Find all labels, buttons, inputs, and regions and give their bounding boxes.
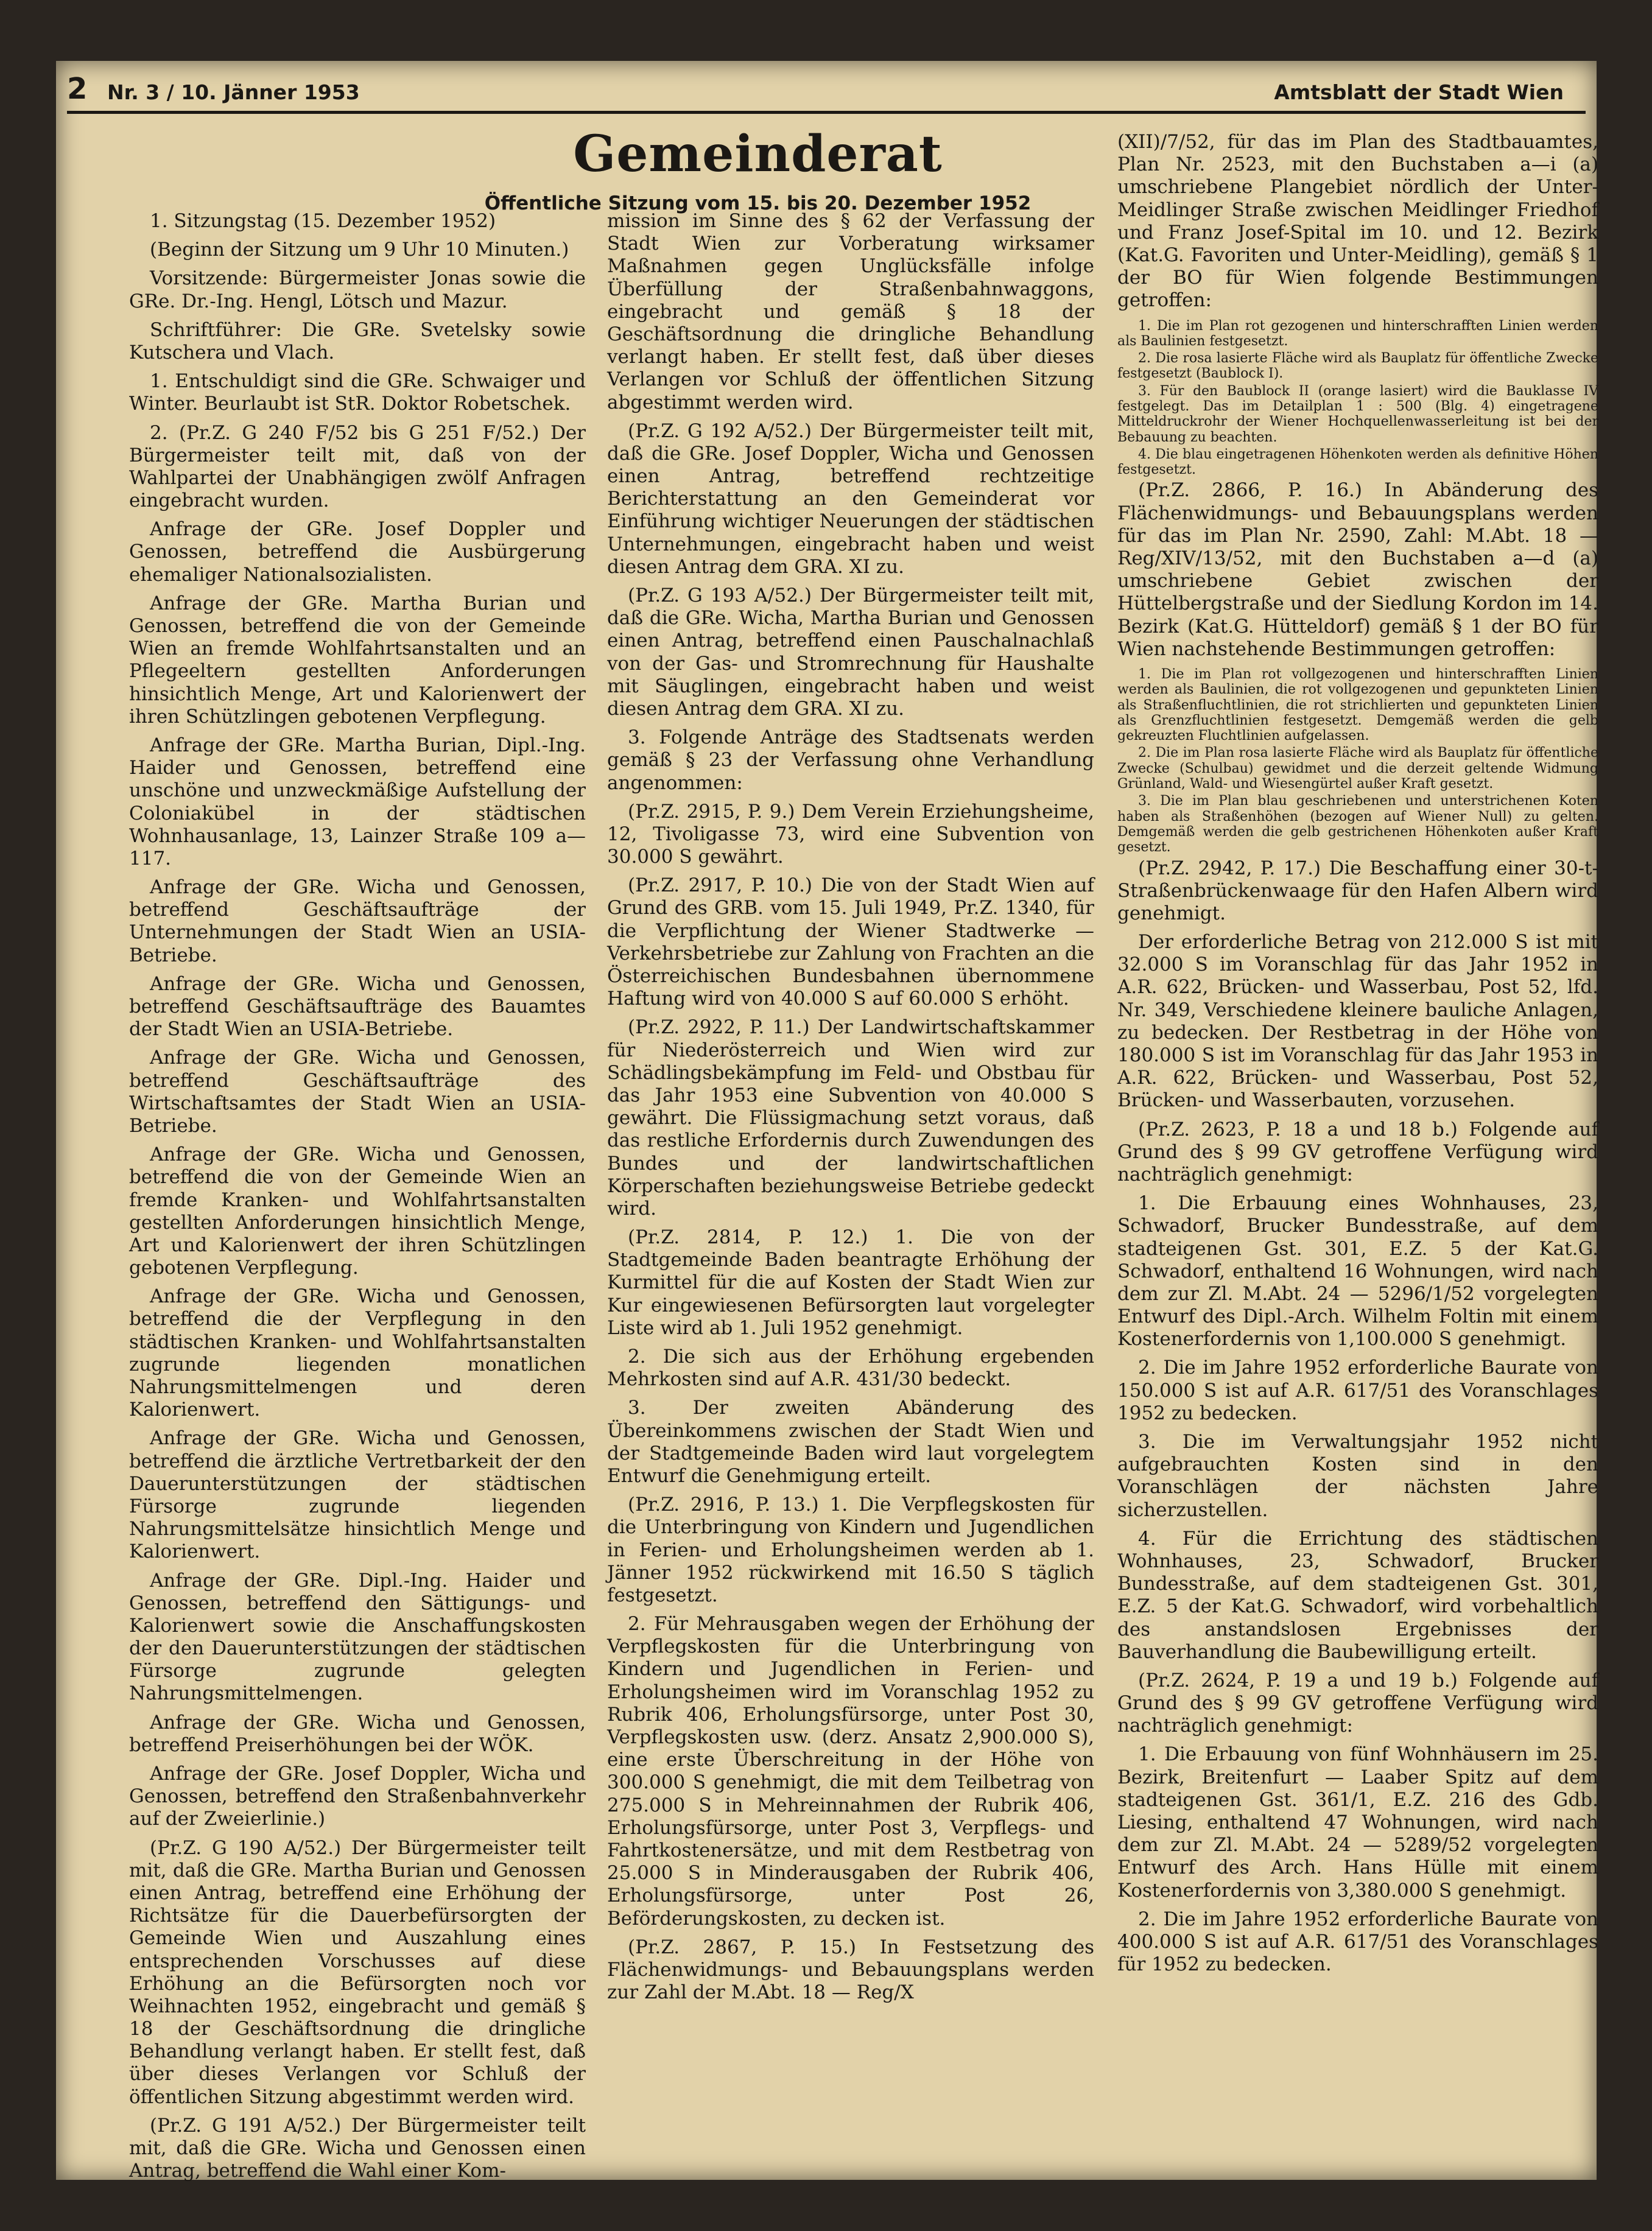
article-paragraph: (Pr.Z. 2623, P. 18 a und 18 b.) Folgende auf Grund des § 99 GV getroffene Verfügung wird nachträglich genehmigt: [1117, 1118, 1598, 1186]
article-paragraph: Anfrage der GRe. Martha Burian und Genossen, betreffend die von der Gemeinde Wien an fremde Wohlfahrtsanstalten und an Pflegeeltern gestellten Anforderungen hinsichtlich Menge, Art und Kalorienwert der ihren Schützlingen gebotenen Verpflegung. [129, 592, 586, 728]
section-title: Gemeinderat [573, 125, 943, 183]
article-paragraph: Der erforderliche Betrag von 212.000 S ist mit 32.000 S im Voranschlag für das Jahr 1952 in A.R. 622, Brücken- und Wasserbau, Post 52, lfd. Nr. 349, Verschiedene kleinere bauliche Anlagen, zu bedecken. Der Restbetrag in der Höhe von 180.000 S ist im Voranschlag für das Jahr 1953 in A.R. 622, Brücken- und Wasserbau, Post 52, Brücken- und Wasserbauten, vorzusehen. [1117, 931, 1598, 1112]
article-paragraph: 3. Die im Plan blau geschriebenen und unterstrichenen Koten haben als Straßenhöhen (bezogen auf Wiener Null) zu gelten. Demgemäß werden die gelb gestrichenen Höhenkoten außer Kraft gesetzt. [1117, 793, 1598, 856]
article-paragraph: Anfrage der GRe. Wicha und Genossen, betreffend Geschäftsaufträge des Bauamtes der Stadt Wien an USIA-Betriebe. [129, 972, 586, 1041]
article-paragraph: Anfrage der GRe. Josef Doppler und Genossen, betreffend die Ausbürgerung ehemaliger Nationalsozialisten. [129, 518, 586, 586]
article-paragraph: 4. Die blau eingetragenen Höhenkoten werden als definitive Höhen festgesetzt. [1117, 446, 1598, 478]
publication-name: Amtsblatt der Stadt Wien [1274, 80, 1564, 104]
article-paragraph: (Pr.Z. G 190 A/52.) Der Bürgermeister teilt mit, daß die GRe. Martha Burian und Genossen einen Antrag, betreffend eine Erhöhung der Richtsätze für die Dauerbefürsorgten der Gemeinde Wien und Auszahlung eines entsprechenden Vorschusses auf diese Erhöhung an die Befürsorgten noch vor Weihnachten 1952, eingebracht und gemäß § 18 der Geschäftsordnung die dringliche Behandlung verlangt haben. Er stellt fest, daß über dieses Verlangen vor Schluß der öffentlichen Sitzung abgestimmt werden wird. [129, 1836, 586, 2108]
article-paragraph: Anfrage der GRe. Wicha und Genossen, betreffend Geschäftsaufträge der Unternehmungen der Stadt Wien an USIA-Betriebe. [129, 876, 586, 966]
article-paragraph: (Pr.Z. 2917, P. 10.) Die von der Stadt Wien auf Grund des GRB. vom 15. Juli 1949, Pr.Z. 1340, für die Verpflichtung der Wiener Stadtwerke — Verkehrsbetriebe zur Zahlung von Frachten an die Österreichischen Bundesbahnen übernommene Haftung wird von 40.000 S auf 60.000 S erhöht. [607, 874, 1094, 1010]
page-number: 2 [67, 72, 88, 106]
article-paragraph: (Pr.Z. G 191 A/52.) Der Bürgermeister teilt mit, daß die GRe. Wicha und Genossen einen Antrag, betreffend die Wahl einer Kom- [129, 2114, 586, 2182]
article-paragraph: 3. Folgende Anträge des Stadtsenats werden gemäß § 23 der Verfassung ohne Verhandlung angenommen: [607, 726, 1094, 794]
page-header [67, 67, 1586, 110]
article-paragraph: Schriftführer: Die GRe. Svetelsky sowie Kutschera und Vlach. [129, 318, 586, 364]
issue-line: Nr. 3 / 10. Jänner 1953 [107, 80, 360, 104]
article-paragraph: (Pr.Z. 2814, P. 12.) 1. Die von der Stadtgemeinde Baden beantragte Erhöhung der Kurmittel für die auf Kosten der Stadt Wien zur Kur eingewiesenen Befürsorgten laut vorgelegter Liste wird ab 1. Juli 1952 genehmigt. [607, 1226, 1094, 1339]
article-paragraph: 2. Die im Plan rosa lasierte Fläche wird als Bauplatz für öffentliche Zwecke (Schulbau) gewidmet und die derzeit geltende Widmung Grünland, Wald- und Wiesengürtel außer Kraft gesetzt. [1117, 745, 1598, 792]
article-paragraph: (Pr.Z. G 193 A/52.) Der Bürgermeister teilt mit, daß die GRe. Wicha, Martha Burian und Genossen einen Antrag, betreffend einen Pauschalnachlaß von der Gas- und Stromrechnung für Haushalte mit Säuglingen, eingebracht haben und weist diesen Antrag dem GRA. XI zu. [607, 585, 1094, 720]
article-paragraph: 2. (Pr.Z. G 240 F/52 bis G 251 F/52.) Der Bürgermeister teilt mit, daß von der Wahlpartei der Unabhängigen zwölf Anfragen eingebracht wurden. [129, 421, 586, 512]
article-paragraph: 1. Die Erbauung eines Wohnhauses, 23, Schwadorf, Brucker Bundesstraße, auf dem stadteigenen Gst. 301, E.Z. 5 der Kat.G. Schwadorf, enthaltend 16 Wohnungen, wird nach dem zur Zl. M.Abt. 24 — 5296/1/52 vorgelegten Entwurf des Dipl.-Arch. Wilhelm Foltin mit einem Kostenerfordernis von 1,100.000 S genehmigt. [1117, 1192, 1598, 1351]
article-paragraph: Anfrage der GRe. Wicha und Genossen, betreffend die von der Gemeinde Wien an fremde Kranken- und Wohlfahrtsanstalten gestellten Anforderungen hinsichtlich Menge, Art und Kalorienwert der ihren Schützlingen gebotenen Verpflegung. [129, 1144, 586, 1279]
session-subtitle: Öffentliche Sitzung vom 15. bis 20. Dezember 1952 [484, 192, 1032, 215]
text-column-1 [129, 210, 586, 2188]
article-paragraph: (Beginn der Sitzung um 9 Uhr 10 Minuten.) [150, 239, 569, 261]
article-paragraph: 2. Die im Jahre 1952 erforderliche Baurate von 150.000 S ist auf A.R. 617/51 des Voranschlages 1952 zu bedecken. [1117, 1357, 1598, 1424]
article-paragraph: Anfrage der GRe. Wicha und Genossen, betreffend die ärztliche Vertretbarkeit der den Dauerunterstützungen der städtischen Fürsorge zugrunde liegenden Nahrungsmittelsätze hinsichtlich Menge und Kalorienwert. [129, 1427, 586, 1563]
article-paragraph: Anfrage der GRe. Wicha und Genossen, betreffend Geschäftsaufträge des Wirtschaftsamtes der Stadt Wien an USIA-Betriebe. [129, 1047, 586, 1137]
article-paragraph: Anfrage der GRe. Dipl.-Ing. Haider und Genossen, betreffend den Sättigungs- und Kalorienwert sowie die Anschaffungskosten der den Dauerunterstützungen der städtischen Fürsorge zugrunde gelegten Nahrungsmittelmengen. [129, 1569, 586, 1705]
section-masthead [397, 127, 1119, 214]
article-paragraph: 2. Die sich aus der Erhöhung ergebenden Mehrkosten sind auf A.R. 431/30 bedeckt. [607, 1346, 1094, 1391]
article-paragraph: (Pr.Z. 2624, P. 19 a und 19 b.) Folgende auf Grund des § 99 GV getroffene Verfügung wird nachträglich genehmigt: [1117, 1669, 1598, 1737]
article-paragraph: 3. Die im Verwaltungsjahr 1952 nicht aufgebrauchten Kosten sind in den Voranschlägen der nächsten Jahre sicherzustellen. [1117, 1431, 1598, 1521]
article-paragraph: 1. Sitzungstag (15. Dezember 1952) [150, 210, 496, 232]
article-paragraph: 1. Entschuldigt sind die GRe. Schwaiger und Winter. Beurlaubt ist StR. Doktor Robetschek. [129, 370, 586, 415]
text-column-2 [607, 210, 1094, 2010]
article-paragraph: 2. Die rosa lasierte Fläche wird als Bauplatz für öffentliche Zwecke festgesetzt (Baublock I). [1117, 351, 1598, 382]
article-paragraph: (Pr.Z. 2866, P. 16.) In Abänderung des Flächenwidmungs- und Bebauungsplans werden für das im Plan Nr. 2590, Zahl: M.Abt. 18 — Reg/XIV/13/52, mit den Buchstaben a—d (a) umschriebene Gebiet zwischen der Hüttelbergstraße und der Siedlung Kordon im 14. Bezirk (Kat.G. Hütteldorf) gemäß § 1 der BO für Wien nachstehende Bestimmungen getroffen: [1117, 479, 1598, 660]
article-paragraph: Anfrage der GRe. Wicha und Genossen, betreffend Preiserhöhungen bei der WÖK. [129, 1711, 586, 1756]
article-paragraph: 3. Der zweiten Abänderung des Übereinkommens zwischen der Stadt Wien und der Stadtgemeinde Baden wird laut vorgelegtem Entwurf die Genehmigung erteilt. [607, 1397, 1094, 1487]
newspaper-page [56, 61, 1597, 2180]
article-paragraph: (Pr.Z. G 192 A/52.) Der Bürgermeister teilt mit, daß die GRe. Josef Doppler, Wicha und Genossen einen Antrag, betreffend rechtzeitige Berichterstattung an den Gemeinderat vor Einführung wichtiger Neuerungen der städtischen Unternehmungen, eingebracht haben und weist diesen Antrag dem GRA. XI zu. [607, 420, 1094, 578]
article-paragraph: 1. Die im Plan rot gezogenen und hinterschrafften Linien werden als Baulinien festgesetzt. [1117, 318, 1598, 349]
article-paragraph: Anfrage der GRe. Wicha und Genossen, betreffend die der Verpflegung in den städtischen Kranken- und Wohlfahrtsanstalten zugrunde liegenden monatlichen Nahrungsmittelmengen und deren Kalorienwert. [129, 1285, 586, 1421]
article-paragraph: (Pr.Z. 2922, P. 11.) Der Landwirtschaftskammer für Niederösterreich und Wien wird zur Schädlingsbekämpfung im Feld- und Obstbau für das Jahr 1953 eine Subvention von 40.000 S gewährt. Die Flüssigmachung setzt voraus, daß das restliche Erfordernis durch Zuwendungen des Bundes und der landwirtschaftlichen Körperschaften beziehungsweise Betriebe gedeckt wird. [607, 1016, 1094, 1220]
article-paragraph: (XII)/7/52, für das im Plan des Stadtbauamtes, Plan Nr. 2523, mit den Buchstaben a—i (a) umschriebene Plangebiet nördlich der Unter-Meidlinger Straße zwischen Meidlinger Friedhof und Franz Josef-Spital im 10. und 12. Bezirk (Kat.G. Favoriten und Unter-Meidling), gemäß § 1 der BO für Wien folgende Bestimmungen getroffen: [1117, 131, 1598, 312]
article-paragraph: 4. Für die Errichtung des städtischen Wohnhauses, 23, Schwadorf, Brucker Bundesstraße, auf dem stadteigenen Gst. 301, E.Z. 5 der Kat.G. Schwadorf, wird vorbehaltlich des anstandslosen Ergebnisses der Bauverhandlung die Baubewilligung erteilt. [1117, 1527, 1598, 1663]
article-paragraph: mission im Sinne des § 62 der Verfassung der Stadt Wien zur Vorberatung wirksamer Maßnahmen gegen Unglücksfälle infolge Überfüllung der Straßenbahnwaggons, eingebracht und gemäß § 18 der Geschäftsordnung die dringliche Behandlung verlangt haben. Er stellt fest, daß über dieses Verlangen vor Schluß der öffentlichen Sitzung abgestimmt werden wird. [607, 210, 1094, 413]
article-paragraph: 3. Für den Baublock II (orange lasiert) wird die Bauklasse IV festgelegt. Das im Detailplan 1 : 500 (Blg. 4) eingetragene Mitteldruckrohr der Wiener Hochquellenwasserleitung ist bei der Bebauung zu beachten. [1117, 383, 1598, 445]
text-column-3 [1117, 131, 1598, 1982]
header-rule [67, 111, 1586, 114]
article-paragraph: (Pr.Z. 2867, P. 15.) In Festsetzung des Flächenwidmungs- und Bebauungsplans werden zur Zahl der M.Abt. 18 — Reg/X [607, 1936, 1094, 2004]
article-paragraph: Anfrage der GRe. Martha Burian, Dipl.-Ing. Haider und Genossen, betreffend eine unschöne und unzweckmäßige Aufstellung der Coloniakübel in der städtischen Wohnhausanlage, 13, Lainzer Straße 109 a—117. [129, 734, 586, 870]
article-paragraph: 1. Die im Plan rot vollgezogenen und hinterschrafften Linien werden als Baulinien, die rot vollgezogenen und gepunkteten Linien als Straßenfluchtlinien, die rot strichlierten und gepunkteten Linien als Grenzfluchtlinien festgesetzt. Demgemäß werden die gelb gekreuzten Fluchtlinien aufgelassen. [1117, 666, 1598, 744]
article-paragraph: Anfrage der GRe. Josef Doppler, Wicha und Genossen, betreffend den Straßenbahnverkehr auf der Zweierlinie.) [129, 1763, 586, 1830]
article-paragraph: 2. Die im Jahre 1952 erforderliche Baurate von 400.000 S ist auf A.R. 617/51 des Voranschlages für 1952 zu bedecken. [1117, 1908, 1598, 1976]
article-paragraph: 2. Für Mehrausgaben wegen der Erhöhung der Verpflegskosten für die Unterbringung von Kindern und Jugendlichen in Ferien- und Erholungsheimen wird im Voranschlag 1952 zu Rubrik 406, Erholungsfürsorge, unter Post 30, Verpflegskosten usw. (derz. Ansatz 2,900.000 S), eine erste Überschreitung in der Höhe von 300.000 S genehmigt, die mit dem Teilbetrag von 275.000 S in Mehreinnahmen der Rubrik 406, Erholungsfürsorge, unter Post 3, Verpflegs- und Fahrtkostenersätze, und mit dem Restbetrag von 25.000 S in Minderausgaben der Rubrik 406, Erholungsfürsorge, unter Post 26, Beförderungskosten, zu decken ist. [607, 1613, 1094, 1930]
article-paragraph: Vorsitzende: Bürgermeister Jonas sowie die GRe. Dr.-Ing. Hengl, Lötsch und Mazur. [129, 267, 586, 312]
article-paragraph: (Pr.Z. 2915, P. 9.) Dem Verein Erziehungsheime, 12, Tivoligasse 73, wird eine Subvention von 30.000 S gewährt. [607, 800, 1094, 868]
article-paragraph: 1. Die Erbauung von fünf Wohnhäusern im 25. Bezirk, Breitenfurt — Laaber Spitz auf dem stadteigenen Gst. 361/1, E.Z. 216 des Gdb. Liesing, enthaltend 47 Wohnungen, wird nach dem zur Zl. M.Abt. 24 — 5289/52 vorgelegten Entwurf des Arch. Hans Hülle mit einem Kostenerfordernis von 3,380.000 S genehmigt. [1117, 1743, 1598, 1902]
article-paragraph: (Pr.Z. 2916, P. 13.) 1. Die Verpflegskosten für die Unterbringung von Kindern und Jugendlichen in Ferien- und Erholungsheimen werden ab 1. Jänner 1952 rückwirkend mit 16.50 S täglich festgesetzt. [607, 1494, 1094, 1606]
article-paragraph: (Pr.Z. 2942, P. 17.) Die Beschaffung einer 30-t-Straßenbrückenwaage für den Hafen Albern wird genehmigt. [1117, 857, 1598, 924]
